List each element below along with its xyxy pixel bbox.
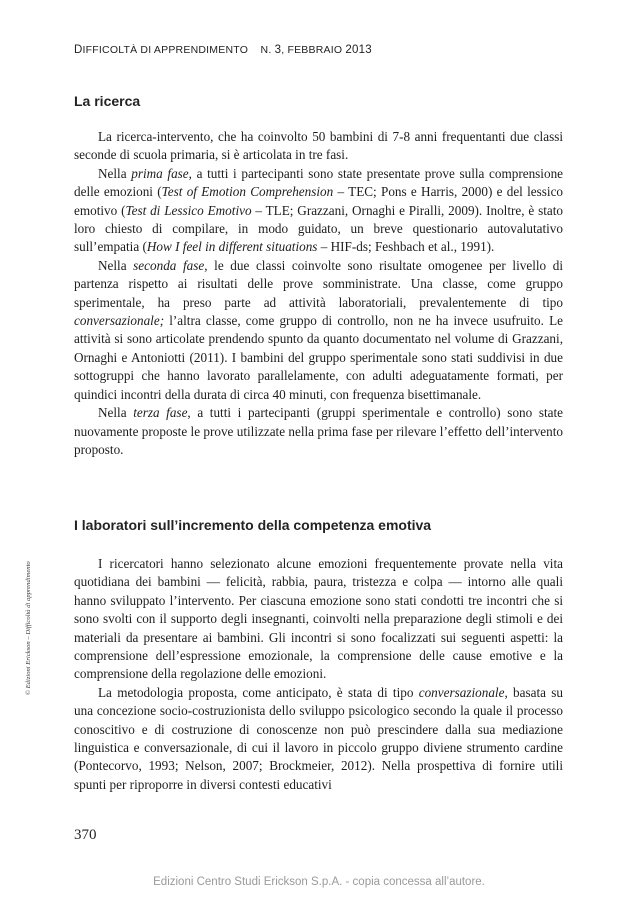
paragraph: Nella seconda fase, le due classi coinvolte sono risultate omogenee per livello di partenza rispetto ai risultati delle prove somministrate. Una classe, come gruppo sperimentale, ha preso parte ad attività laboratoriali, prevalentemente di tipo conversazionale; l’altra classe, come gruppo di controllo, non ne ha invece usufruito. Le attività si sono articolate prendendo spunto da quanto documentato nel volume di Grazzani, Ornaghi e Antoniotti (2011). I bambini del gruppo sperimentale sono stati suddivisi in due sottogruppi che hanno lavorato parallelamente, con adulti adeguatamente formati, per quindici incontri della durata di circa 40 minuti, con frequenza bisettimanale.: [74, 257, 563, 402]
paragraph: La ricerca-intervento, che ha coinvolto 50 bambini di 7-8 anni frequentanti due classi seconde di scuola primaria, si è articolata in tre fasi.: [74, 129, 563, 163]
running-head: [74, 44, 372, 56]
page-number: 370: [74, 827, 97, 843]
paragraph: La metodologia proposta, come anticipato, è stata di tipo conversazionale, basata su una concezione socio-costruzionista dello sviluppo psicologico secondo la quale il processo conoscitivo e di costruzione di conoscenze non può prescindere dalla sua mediazione linguistica e conversazionale, di cui il lavoro in piccolo gruppo diviene strumento cardine (Pontecorvo, 1993; Nelson, 2007; Brockmeier, 2012). Nella prospettiva di fornire utili spunti per riproporre in diversi contesti educativi: [74, 684, 563, 792]
paragraph: Nella prima fase, a tutti i partecipanti sono state presentate prove sulla comprensione delle emozioni (Test of Emotion Comprehension – TEC; Pons e Harris, 2000) e del lessico emotivo (Test di Lessico Emotivo – TLE; Grazzani, Ornaghi e Piralli, 2009). Inoltre, è stato loro chiesto di compilare, in modo guidato, un breve questionario autovalutativo sull’empatia (How I feel in different situations – HIF-ds; Feshbach et al., 1991).: [74, 165, 564, 255]
journal-name: DIFFICOLTÀ DI APPRENDIMENTO: [74, 44, 249, 56]
paragraph: Nella terza fase, a tutti i partecipanti (gruppi sperimentale e controllo) sono state nuovamente proposte le prove utilizzate nella prima fase per rilevare l’effetto dell’intervento proposto.: [74, 405, 564, 457]
section-title-laboratori: I laboratori sull’incremento della competenza emotiva: [74, 517, 432, 533]
section-title-la-ricerca: La ricerca: [74, 93, 141, 109]
copy-notice-watermark: Edizioni Centro Studi Erickson S.p.A. - copia concessa all’autore.: [153, 876, 485, 888]
section-body-laboratori: [74, 555, 563, 794]
side-copyright-credit: © Edizioni Erickson – Difficoltà di apprendimento: [25, 561, 32, 695]
section-body-la-ricerca: [74, 128, 563, 459]
issue-info: N. 3, FEBBRAIO 2013: [260, 44, 372, 56]
paragraph: I ricercatori hanno selezionato alcune emozioni frequentemente provate nella vita quotidiana dei bambini — felicità, rabbia, paura, tristezza e colpa — intorno alle quali hanno sviluppato l’intervento. Per ciascuna emozione sono stati condotti tre incontri che si sono svolti con il supporto degli insegnanti, coinvolti nella preparazione degli stimoli e dei materiali da presentare ai bambini. Gli incontri si sono focalizzati sui seguenti aspetti: la comprensione dell’espressione emozionale, la comprensione delle cause emotive e la comprensione della regolazione delle emozioni.: [74, 556, 563, 682]
